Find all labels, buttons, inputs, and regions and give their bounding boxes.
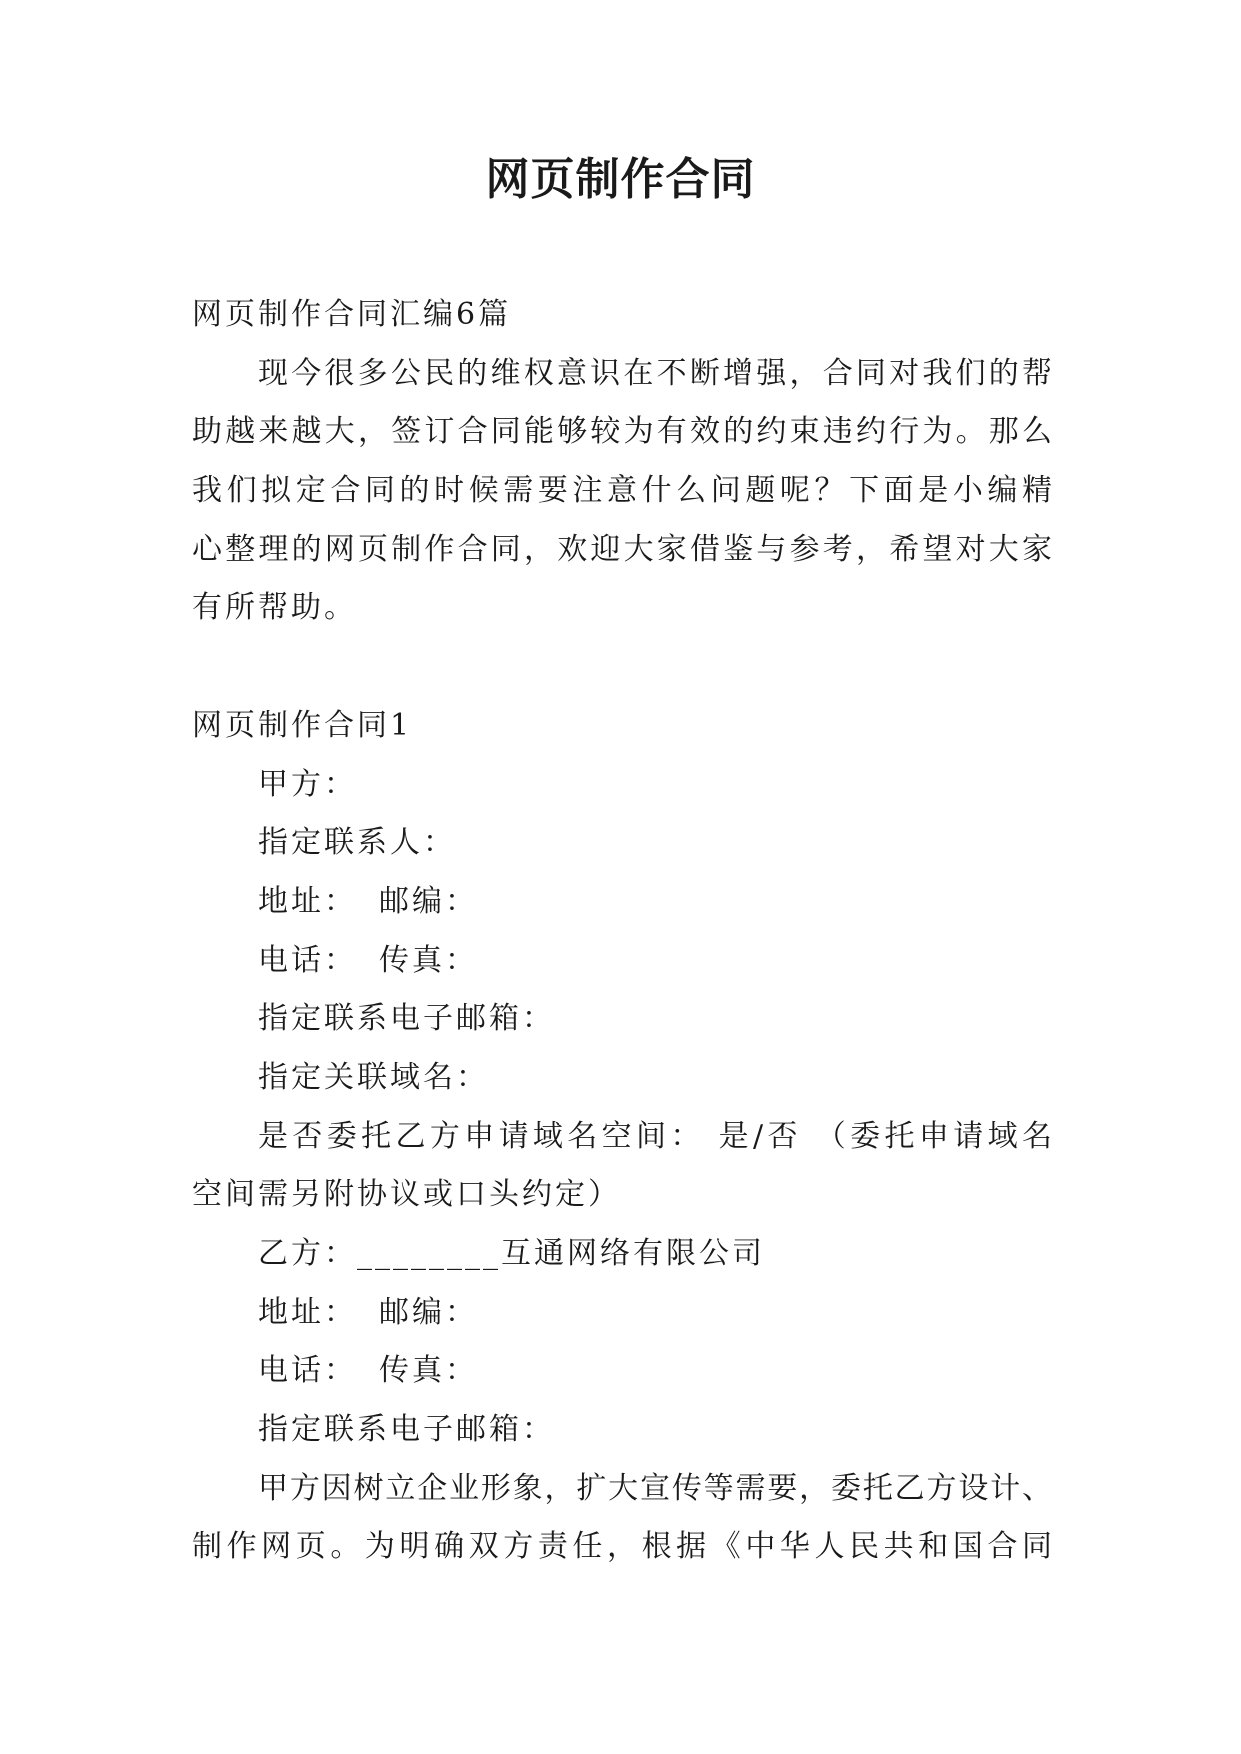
party-b-address-row — [192, 1284, 1052, 1343]
party-b-phone-label: 电话： — [258, 1353, 357, 1389]
contract-heading: 网页制作合同1 — [192, 707, 413, 743]
party-b-label: 乙方：________互通网络有限公司 — [258, 1236, 765, 1271]
intro-paragraph-line: 我们拟定合同的时候需要注意什么问题呢？下面是小编精 — [192, 473, 1052, 509]
collection-heading: 网页制作合同汇编6篇 — [192, 297, 512, 332]
party-b-postcode-label: 邮编： — [379, 1294, 478, 1330]
contract-body-line: 甲方因树立企业形象，扩大宣传等需要，委托乙方设计、 — [258, 1470, 1052, 1506]
party-b-fax-label: 传真： — [379, 1353, 478, 1389]
contract-body-line: 制作网页。为明确双方责任，根据《中华人民共和国合同 — [192, 1529, 1052, 1565]
party-a-fax-label: 传真： — [379, 942, 478, 978]
document-body — [192, 286, 1052, 1577]
party-a-phone-label: 电话： — [258, 942, 357, 978]
intro-paragraph-line: 现今很多公民的维权意识在不断增强，合同对我们的帮 — [258, 355, 1052, 391]
intro-paragraph-line: 有所帮助。 — [192, 590, 357, 626]
section-spacer — [192, 638, 1052, 697]
party-a-contact-person: 指定联系人： — [258, 825, 456, 861]
party-a-address-label: 地址： — [258, 883, 357, 919]
document-title: 网页制作合同 — [485, 154, 756, 205]
party-a-address-row — [192, 873, 1052, 932]
party-a-label: 甲方： — [258, 766, 357, 802]
party-a-email: 指定联系电子邮箱： — [258, 1001, 555, 1037]
party-a-domain: 指定关联域名： — [258, 1059, 489, 1095]
party-a-phone-row — [192, 932, 1052, 991]
party-a-postcode-label: 邮编： — [379, 883, 478, 919]
intro-paragraph-line: 心整理的网页制作合同，欢迎大家借鉴与参考，希望对大家 — [192, 531, 1052, 567]
intro-paragraph-line: 助越来越大，签订合同能够较为有效的约束违约行为。那么 — [192, 414, 1052, 450]
party-b-phone-row — [192, 1342, 1052, 1401]
party-b-address-label: 地址： — [258, 1294, 357, 1330]
party-a-entrust-line: 是否委托乙方申请域名空间： 是/否 （委托申请域名 — [258, 1118, 1052, 1154]
party-a-entrust-line: 空间需另附协议或口头约定） — [192, 1177, 621, 1213]
party-b-email: 指定联系电子邮箱： — [258, 1412, 555, 1448]
